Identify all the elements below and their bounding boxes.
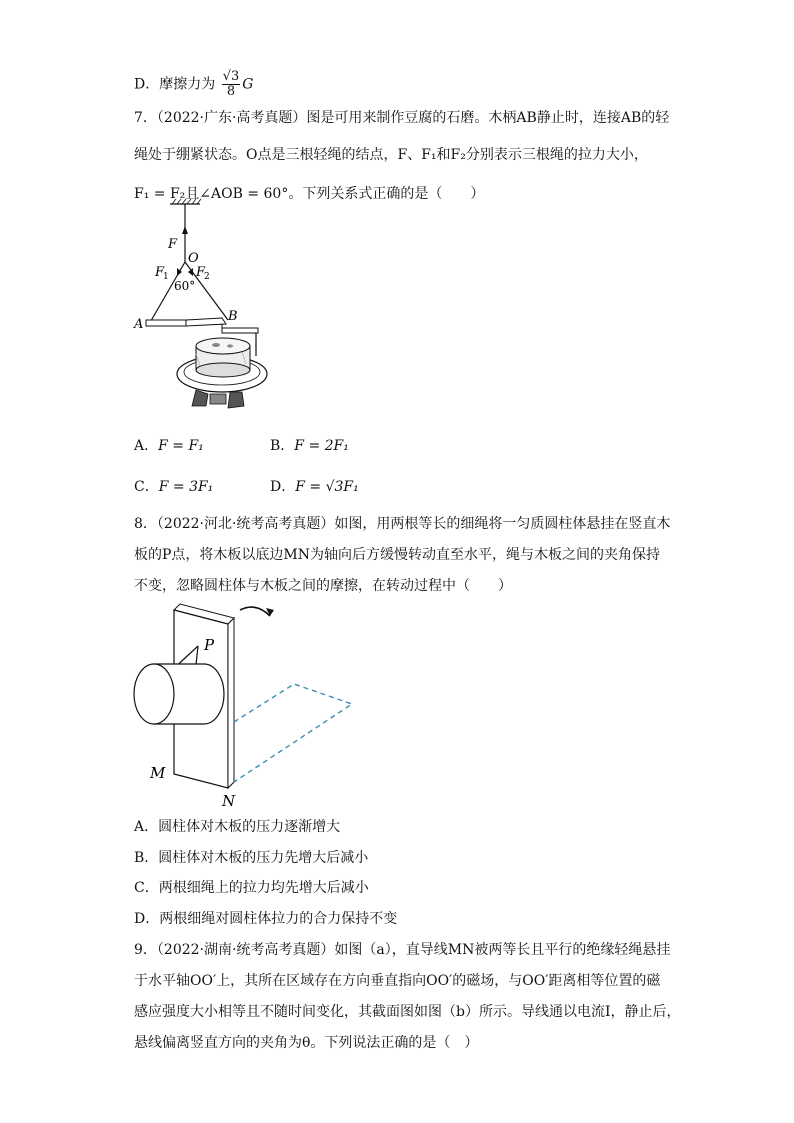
fraction-numerator: √3 (222, 69, 240, 84)
label-f2: F (196, 265, 206, 280)
q7-stem-line-1: 7．（2022·广东·高考真题）图是可用来制作豆腐的石磨。木柄AB静止时，连接AB的轻 (134, 110, 670, 126)
option-label: C． (134, 479, 159, 495)
label-a: A (134, 317, 144, 332)
label-n: N (222, 792, 236, 810)
label-f1: F (155, 265, 165, 280)
q8-option-a: A．圆柱体对木板的压力逐渐增大 (134, 819, 341, 835)
fraction (222, 70, 241, 99)
label-angle: 60° (174, 279, 196, 293)
q8-stem-line-2: 板的P点，将木板以底边MN为轴向后方缓慢转动直至水平，绳与木板之间的夹角保持 (134, 547, 661, 563)
q7-millstone-figure (130, 196, 280, 420)
label-b: B (228, 309, 238, 324)
q8-board-cylinder-figure (130, 598, 360, 810)
label-f2-sub: 2 (204, 272, 210, 282)
q8-stem-line-1: 8．（2022·河北·统考高考真题）如图，用两根等长的细绳将一匀质圆柱体悬挂在竖直木 (134, 516, 671, 532)
q9-stem-line-4: 悬线偏离竖直方向的夹角为θ。下列说法正确的是（ ） (134, 1035, 479, 1051)
option-variable: G (242, 76, 254, 93)
q8-option-c: C．两根细绳上的拉力均先增大后减小 (134, 880, 369, 896)
q7-option-c (134, 477, 213, 497)
option-text: F = 2F₁ (294, 438, 349, 454)
label-p: P (204, 636, 215, 654)
q8-stem-line-3: 不变，忽略圆柱体与木板之间的摩擦，在转动过程中（ ） (134, 578, 512, 594)
label-f: F (168, 237, 178, 252)
q8-option-b: B．圆柱体对木板的压力先增大后减小 (134, 850, 369, 866)
q7-option-a (134, 436, 204, 456)
option-text: F = 3F₁ (158, 479, 214, 495)
option-text: F = F₁ (158, 438, 204, 454)
q7-option-b (270, 436, 349, 456)
option-label: D． (134, 76, 160, 93)
label-f1-sub: 1 (163, 272, 169, 282)
label-m: M (150, 764, 166, 782)
option-label: D． (270, 479, 296, 495)
q6-option-d (134, 70, 253, 99)
q7-option-d (270, 477, 359, 497)
q9-stem-line-2: 于水平轴OO′上，其所在区域存在方向垂直指向OO′的磁场，与OO′距离相等位置的磁 (134, 973, 661, 989)
label-o: O (188, 251, 199, 266)
option-label: A． (134, 438, 159, 454)
q7-stem-line-2: 绳处于绷紧状态。O点是三根轻绳的结点，F、F₁和F₂分别表示三根绳的拉力大小， (134, 147, 648, 163)
q8-option-d: D．两根细绳对圆柱体拉力的合力保持不变 (134, 911, 398, 927)
option-text: 摩擦力为 (159, 76, 216, 93)
option-text: F = √3F₁ (295, 479, 359, 495)
fraction-denominator: 8 (226, 84, 236, 99)
q9-stem-line-1: 9．（2022·湖南·统考高考真题）如图（a），直导线MN被两等长且平行的绝缘轻绳悬挂 (134, 942, 671, 958)
option-label: B． (270, 438, 295, 454)
q7-stem-line-3: F₁ = F₂且∠AOB = 60°。下列关系式正确的是（ ） (134, 186, 485, 202)
q9-stem-line-3: 感应强度大小相等且不随时间变化，其截面图如图（b）所示。导线通以电流I，静止后， (134, 1004, 681, 1020)
